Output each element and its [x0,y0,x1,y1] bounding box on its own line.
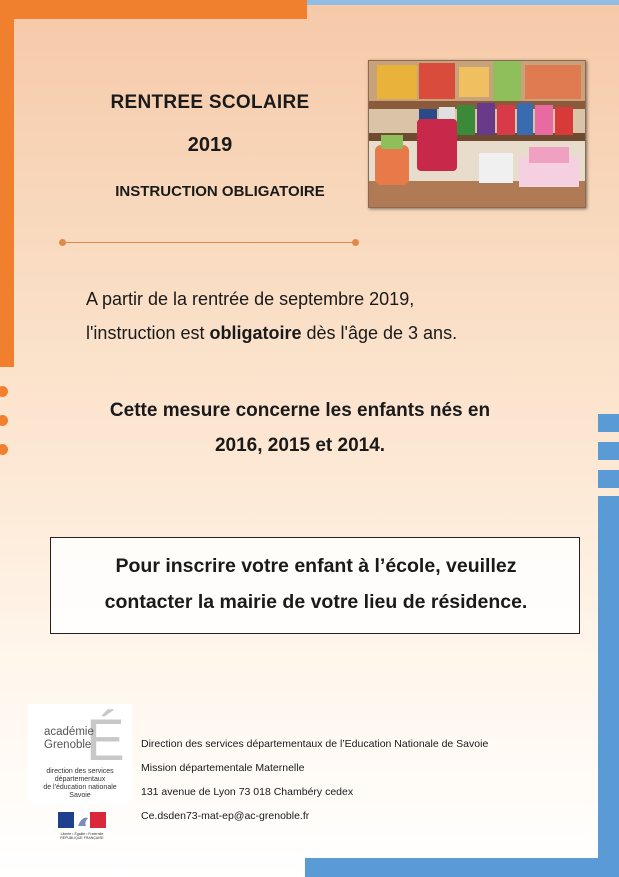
boots-photo-image [369,61,585,207]
academie-logo [28,704,132,804]
logo-sub-3: de l'éducation nationale [43,784,117,791]
separator-dot-right [352,239,359,246]
logo-sub-4: Savoie [69,792,91,799]
blue-square [598,442,619,460]
logo-word-grenoble: Grenoble [44,739,92,751]
blue-right-bar [598,496,619,877]
academie-logo-subtitle [30,768,130,800]
intro-line-2-end: dès l'âge de 3 ans. [301,323,458,343]
orange-dot [0,386,8,397]
enrolment-notice-text [51,548,581,620]
orange-dot [0,444,8,455]
marianne-text [56,832,108,840]
intro-line-1: A partir de la rentrée de septembre 2019, [86,289,415,309]
marianne-republic: RÉPUBLIQUE FRANÇAISE [60,836,104,840]
marianne-motto: Liberté • Égalité • Fraternité [60,832,104,836]
french-flag-icon [56,810,108,830]
logo-sub-1: direction des services [46,768,114,775]
orange-top-bar [0,0,307,19]
measure-line-2: 2016, 2015 et 2014. [214,435,386,456]
page-year: 2019 [187,134,233,156]
notice-line-2: contacter la mairie de votre lieu de résidence. [104,591,528,613]
page-title: RENTREE SCOLAIRE [110,92,310,113]
footer-email[interactable]: Ce.dsden73-mat-ep@ac-grenoble.fr [141,810,310,822]
footer-address: 131 avenue de Lyon 73 018 Chambéry cedex [141,786,354,798]
page-subtitle: INSTRUCTION OBLIGATOIRE [115,183,325,200]
footer-contact [141,732,488,828]
intro-paragraph [86,282,457,350]
intro-line-2 [86,316,457,350]
blue-square [598,470,619,488]
footer-direction: Direction des services départementaux de l’Education Nationale de Savoie [141,738,489,750]
measure-line-1: Cette mesure concerne les enfants nés en [109,400,491,421]
marianne-logo [56,810,108,840]
separator-line [62,242,357,243]
blue-square [598,414,619,432]
measure-paragraph [40,393,560,463]
footer-mission: Mission départementale Maternelle [141,762,305,774]
notice-line-1: Pour inscrire votre enfant à l’école, veuillez [115,555,517,577]
enrolment-notice-box [50,537,580,634]
blue-bottom-bar [305,858,598,877]
logo-sub-2: départementaux [54,776,106,783]
academie-logo-word [44,726,94,752]
blue-top-bar [307,0,619,5]
orange-dot [0,415,8,426]
svg-text:É: É [86,708,125,768]
orange-left-bar [0,19,14,367]
boots-photo [368,60,586,208]
intro-line-2-start: l'instruction est [86,323,210,343]
intro-line-2-bold: obligatoire [209,323,302,343]
logo-word-academie: académie [44,726,94,738]
